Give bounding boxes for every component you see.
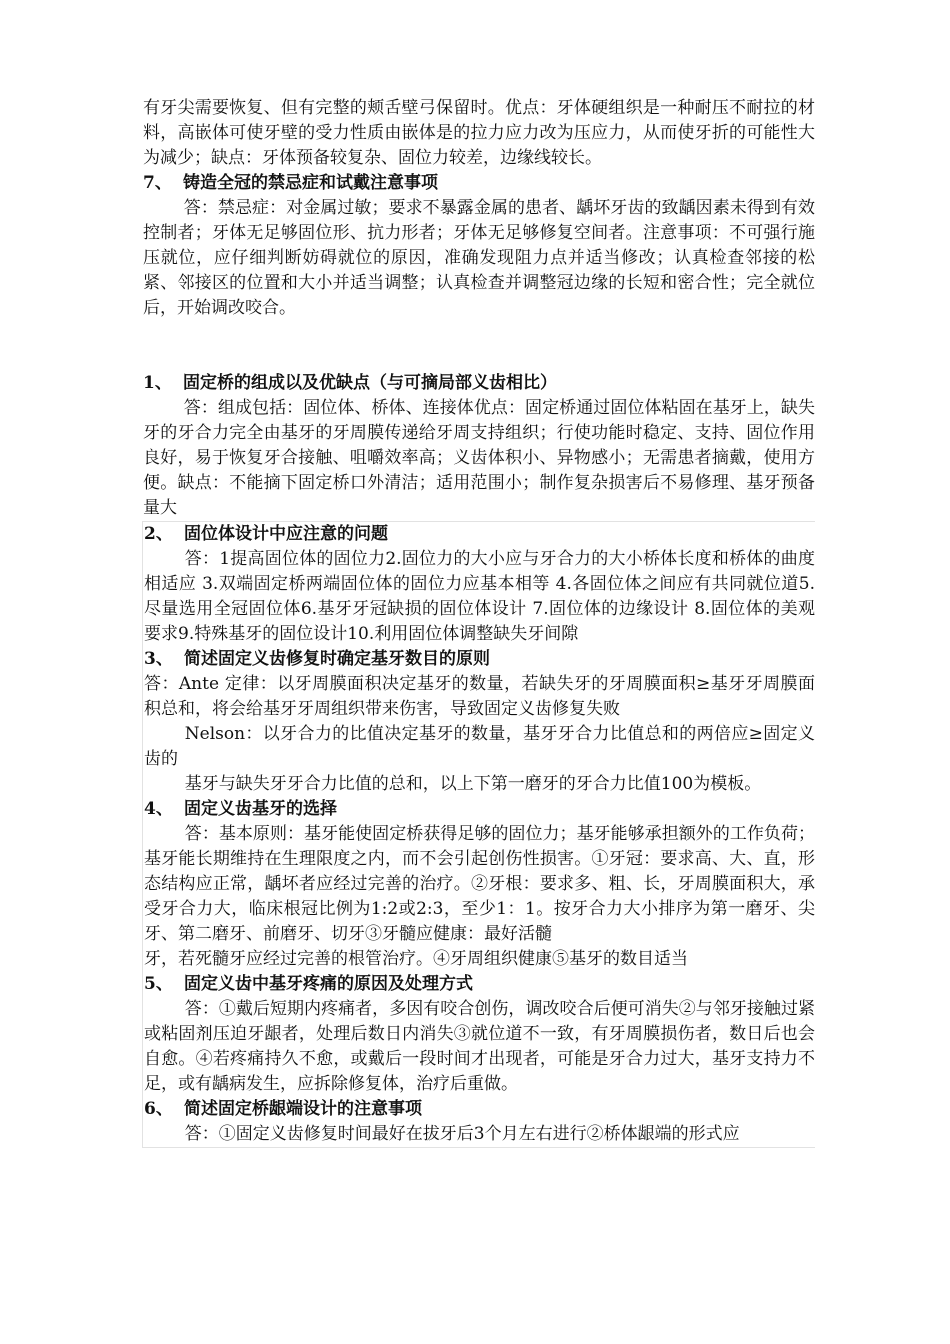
section-title: 铸造全冠的禁忌症和试戴注意事项 bbox=[183, 173, 438, 193]
section-number: 1、 bbox=[143, 373, 172, 393]
section-heading bbox=[144, 797, 815, 822]
section-number: 2、 bbox=[144, 524, 173, 544]
document-page bbox=[143, 96, 815, 1148]
section-heading bbox=[144, 647, 815, 672]
section-heading bbox=[144, 522, 815, 547]
section-title: 固位体设计中应注意的问题 bbox=[184, 524, 388, 544]
section-number: 5、 bbox=[144, 974, 173, 994]
intro-paragraph: 有牙尖需要恢复、但有完整的颊舌壁弓保留时。优点：牙体硬组织是一种耐压不耐拉的材料，高嵌体可使牙壁的受力性质由嵌体是的拉力应力改为压应力，从而使牙折的可能性大为减少；缺点：牙体预备较复杂、固位力较差，边缘线较长。 bbox=[143, 98, 815, 168]
section-answer-cont: 牙，若死髓牙应经过完善的根管治疗。④牙周组织健康⑤基牙的数目适当 bbox=[144, 949, 688, 969]
section-answer: 答：基本原则：基牙能使固定桥获得足够的固位力；基牙能够承担额外的工作负荷；基牙能长期维持在生理限度之内，而不会引起创伤性损害。①牙冠：要求高、大、直，形态结构应正常，龋坏者应经过完善的治疗。②牙根：要求多、粗、长，牙周膜面积大，承受牙合力大，临床根冠比例为1:2或2:3，至少1：1。按牙合力大小排序为第一磨牙、尖牙、第二磨牙、前磨牙、切牙③牙髓应健康：最好活髓 bbox=[144, 824, 815, 944]
section-answer: 答：①固定义齿修复时间最好在拔牙后3个月左右进行②桥体龈端的形式应 bbox=[184, 1124, 740, 1144]
section-number: 7、 bbox=[143, 173, 172, 193]
section-heading bbox=[144, 972, 815, 997]
section-title: 简述固定桥龈端设计的注意事项 bbox=[184, 1099, 422, 1119]
section-number: 3、 bbox=[144, 649, 173, 669]
section-number: 6、 bbox=[144, 1099, 173, 1119]
section-heading bbox=[144, 1097, 815, 1122]
section-answer: 答：禁忌症：对金属过敏；要求不暴露金属的患者、龋坏牙齿的致龋因素未得到有效控制者；牙体无足够固位形、抗力形者；牙体无足够修复空间者。注意事项：不可强行施压就位，应仔细判断妨碍就位的原因，准确发现阻力点并适当修改；认真检查邻接的松紧、邻接区的位置和大小并适当调整；认真检查并调整冠边缘的长短和密合性；完全就位后，开始调改咬合。 bbox=[143, 198, 815, 318]
section-title: 固定义齿中基牙疼痛的原因及处理方式 bbox=[184, 974, 473, 994]
section-answer-nelson-cont: 基牙与缺失牙牙合力比值的总和，以上下第一磨牙的牙合力比值100为模板。 bbox=[184, 774, 762, 794]
section-answer: 答：组成包括：固位体、桥体、连接体优点：固定桥通过固位体粘固在基牙上，缺失牙的牙合力完全由基牙的牙周膜传递给牙周支持组织；行使功能时稳定、支持、固位作用良好，易于恢复牙合接触、咀嚼效率高；义齿体积小、异物感小；无需患者摘戴，使用方便。缺点：不能摘下固定桥口外清洁；适用范围小；制作复杂损害后不易修理、基牙预备量大 bbox=[143, 398, 815, 518]
section-title: 简述固定义齿修复时确定基牙数目的原则 bbox=[184, 649, 490, 669]
section-answer: 答：①戴后短期内疼痛者，多因有咬合创伤，调改咬合后便可消失②与邻牙接触过紧或粘固剂压迫牙龈者，处理后数日内消失③就位道不一致，有牙周膜损伤者，数日后也会自愈。④若疼痛持久不愈，或戴后一段时间才出现者，可能是牙合力过大，基牙支持力不足，或有龋病发生，应拆除修复体，治疗后重做。 bbox=[144, 999, 815, 1094]
section-answer: 答：1提高固位体的固位力2.固位力的大小应与牙合力的大小桥体长度和桥体的曲度相适应 3.双端固定桥两端固位体的固位力应基本相等 4.各固位体之间应有共同就位道5.尽量选用全冠固位体6.基牙牙冠缺损的固位体设计 7.固位体的边缘设计 8.固位体的美观要求9.特殊基牙的固位设计10.利用固位体调整缺失牙间隙 bbox=[144, 549, 815, 644]
section-answer-nelson: Nelson：以牙合力的比值决定基牙的数量，基牙牙合力比值总和的两倍应≥固定义齿的 bbox=[144, 724, 815, 769]
section-heading bbox=[143, 171, 815, 196]
spacer bbox=[143, 321, 815, 371]
section-number: 4、 bbox=[144, 799, 173, 819]
section-answer-ante: 答：Ante 定律：以牙周膜面积决定基牙的数量，若缺失牙的牙周膜面积≥基牙牙周膜面积总和，将会给基牙牙周组织带来伤害，导致固定义齿修复失败 bbox=[144, 674, 815, 719]
section-heading bbox=[143, 371, 815, 396]
section-title: 固定桥的组成以及优缺点（与可摘局部义齿相比） bbox=[183, 373, 557, 393]
section-title: 固定义齿基牙的选择 bbox=[184, 799, 337, 819]
bordered-content-block bbox=[142, 521, 815, 1148]
